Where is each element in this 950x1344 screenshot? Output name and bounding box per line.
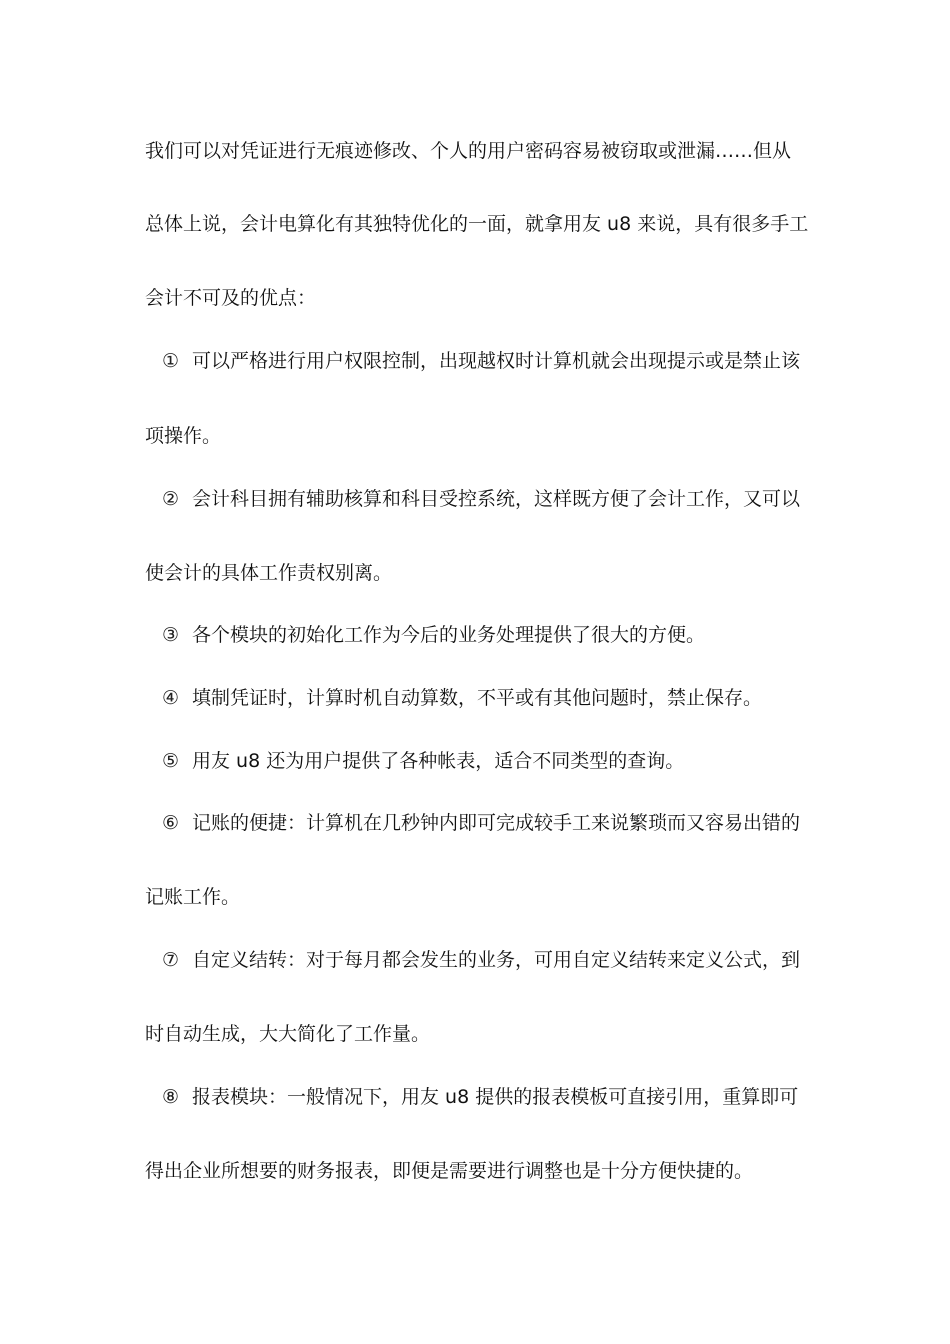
list-item-1-continuation: 项操作。 <box>145 425 222 447</box>
list-item-5 <box>162 749 832 773</box>
list-item-2-text-1: 会计科目拥有辅助核算和科目受控系统，这样既方便了会计工作，又可以 <box>192 488 801 510</box>
list-item-6 <box>162 811 832 835</box>
list-item-8 <box>162 1085 832 1109</box>
list-item-6-continuation: 记账工作。 <box>145 886 241 908</box>
intro-line-1: 我们可以对凭证进行无痕迹修改、个人的用户密码容易被窃取或泄漏……但从 <box>145 140 792 162</box>
list-marker-2: ② <box>162 488 180 510</box>
list-marker-7: ⑦ <box>162 949 180 971</box>
list-item-6-text-1: 记账的便捷：计算机在几秒钟内即可完成较手工来说繁琐而又容易出错的 <box>192 812 801 834</box>
list-item-8-text-1: 报表模块：一般情况下，用友 u8 提供的报表模板可直接引用，重算即可 <box>192 1086 799 1108</box>
list-item-3-text-1: 各个模块的初始化工作为今后的业务处理提供了很大的方便。 <box>192 624 706 646</box>
list-item-7-continuation: 时自动生成，大大简化了工作量。 <box>145 1023 431 1045</box>
list-item-4-text-1: 填制凭证时，计算时机自动算数，不平或有其他问题时，禁止保存。 <box>192 687 763 709</box>
list-item-3 <box>162 623 832 647</box>
list-item-7-text-1: 自定义结转：对于每月都会发生的业务，可用自定义结转来定义公式，到 <box>192 949 801 971</box>
intro-line-2: 总体上说，会计电算化有其独特优化的一面，就拿用友 u8 来说，具有很多手工 <box>145 213 809 235</box>
list-item-8-continuation: 得出企业所想要的财务报表，即便是需要进行调整也是十分方便快捷的。 <box>145 1160 754 1182</box>
list-item-1 <box>162 349 832 373</box>
list-item-7 <box>162 948 832 972</box>
list-item-5-text-1: 用友 u8 还为用户提供了各种帐表，适合不同类型的查询。 <box>192 750 685 772</box>
list-marker-3: ③ <box>162 624 180 646</box>
list-item-2 <box>162 487 832 511</box>
list-marker-5: ⑤ <box>162 750 180 772</box>
list-item-1-text-1: 可以严格进行用户权限控制，出现越权时计算机就会出现提示或是禁止该 <box>192 350 801 372</box>
intro-line-3: 会计不可及的优点： <box>145 287 317 309</box>
list-marker-8: ⑧ <box>162 1086 180 1108</box>
list-marker-4: ④ <box>162 687 180 709</box>
list-marker-1: ① <box>162 350 180 372</box>
list-marker-6: ⑥ <box>162 812 180 834</box>
list-item-4 <box>162 686 832 710</box>
list-item-2-continuation: 使会计的具体工作责权别离。 <box>145 562 393 584</box>
